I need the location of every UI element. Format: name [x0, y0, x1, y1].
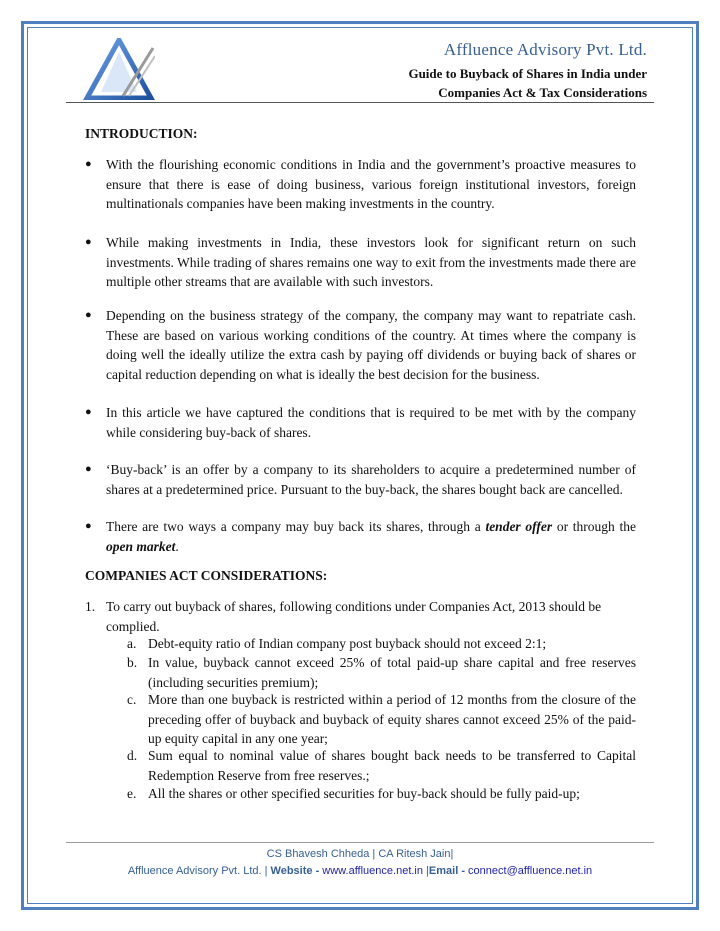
document-title [408, 64, 647, 102]
bullet-icon: ● [85, 309, 92, 321]
footer-divider [66, 842, 654, 843]
company-name: Affluence Advisory Pvt. Ltd. [443, 40, 647, 59]
footer-authors: CS Bhavesh Chheda | CA Ritesh Jain| [266, 848, 454, 860]
title-line-2: Companies Act & Tax Considerations [438, 85, 647, 100]
sub-item-d [127, 746, 636, 785]
sub-item-text: In value, buyback cannot exceed 25% of total paid-up share capital and free reserves (including securities premium); [148, 655, 636, 690]
sub-item-b [127, 653, 636, 692]
bullet-icon: ● [85, 520, 92, 532]
sub-item-text: All the shares or other specified securities for buy-back should be fully paid-up; [148, 786, 580, 801]
email-link[interactable]: connect@affluence.net.in [468, 865, 593, 877]
bullet-text: In this article we have captured the conditions that is required to be met with by the company while considering buy-back of shares. [106, 405, 636, 440]
item-number: 1. [85, 599, 96, 614]
sub-item-text: Sum equal to nominal value of shares bought back needs to be transferred to Capital Redemption Reserve from free reserves.; [148, 748, 636, 783]
sub-item-c [127, 690, 636, 749]
sub-item-letter: d. [127, 748, 138, 763]
numbered-item-1 [85, 597, 636, 636]
footer-contact: Affluence Advisory Pvt. Ltd. | Website - www.affluence.net.in |Email - connect@affluence.net.in [127, 865, 593, 877]
title-line-1: Guide to Buyback of Shares in India under [408, 66, 647, 81]
website-link[interactable]: www.affluence.net.in [322, 865, 423, 877]
bullet-text: With the flourishing economic conditions in India and the government’s proactive measures to ensure that there is ease of doing business, various foreign institutional investors, foreign multinationals companies have been making investments in the country. [106, 157, 636, 212]
intro-bullet-3 [85, 306, 636, 384]
companies-act-heading: COMPANIES ACT CONSIDERATIONS: [85, 568, 328, 583]
bullet-icon: ● [85, 463, 92, 475]
sub-item-letter: a. [127, 636, 137, 651]
bullet-icon: ● [85, 406, 92, 418]
sub-item-text: Debt-equity ratio of Indian company post buyback should not exceed 2:1; [148, 636, 547, 651]
sub-item-letter: b. [127, 655, 138, 670]
intro-bullet-4 [85, 403, 636, 442]
bullet-text: ‘Buy-back’ is an offer by a company to its shareholders to acquire a predetermined number of shares at a predetermined price. Pursuant to the buy-back, the shares bought back are cancelled. [106, 462, 636, 497]
sub-item-a [127, 634, 636, 654]
sub-item-e [127, 784, 636, 804]
introduction-heading: INTRODUCTION: [85, 126, 198, 141]
sub-item-letter: c. [127, 692, 137, 707]
sub-item-letter: e. [127, 786, 137, 801]
intro-bullet-2 [85, 233, 636, 292]
intro-bullet-6 [85, 517, 636, 556]
bullet-text: While making investments in India, these investors look for significant return on such investments. While trading of shares remains one way to exit from the investments made there are multiple other streams that are available with such investors. [106, 235, 636, 290]
bullet-icon: ● [85, 158, 92, 170]
bullet-text: There are two ways a company may buy back its shares, through a tender offer or through the open market. [106, 519, 636, 554]
intro-bullet-5 [85, 460, 636, 499]
intro-bullet-1 [85, 155, 636, 214]
sub-item-text: More than one buyback is restricted within a period of 12 months from the closure of the preceding offer of buyback and buyback of equity shares cannot exceed 25% of the paid-up equity capital in any one year; [148, 692, 636, 747]
bullet-icon: ● [85, 236, 92, 248]
company-logo [83, 38, 155, 100]
header-divider [66, 102, 654, 103]
open-market-emphasis: open market [106, 538, 176, 554]
item-text: To carry out buyback of shares, following conditions under Companies Act, 2013 should be complied. [106, 599, 602, 634]
tender-offer-emphasis: tender offer [485, 519, 553, 534]
bullet-text: Depending on the business strategy of the company, the company may want to repatriate cash. These are based on various working conditions of the country. At times where the company is doing well the ideally utilize the extra cash by paying off dividends or buying back of shares or capital reduction depending on what is ideally the best decision for the business. [106, 308, 636, 382]
